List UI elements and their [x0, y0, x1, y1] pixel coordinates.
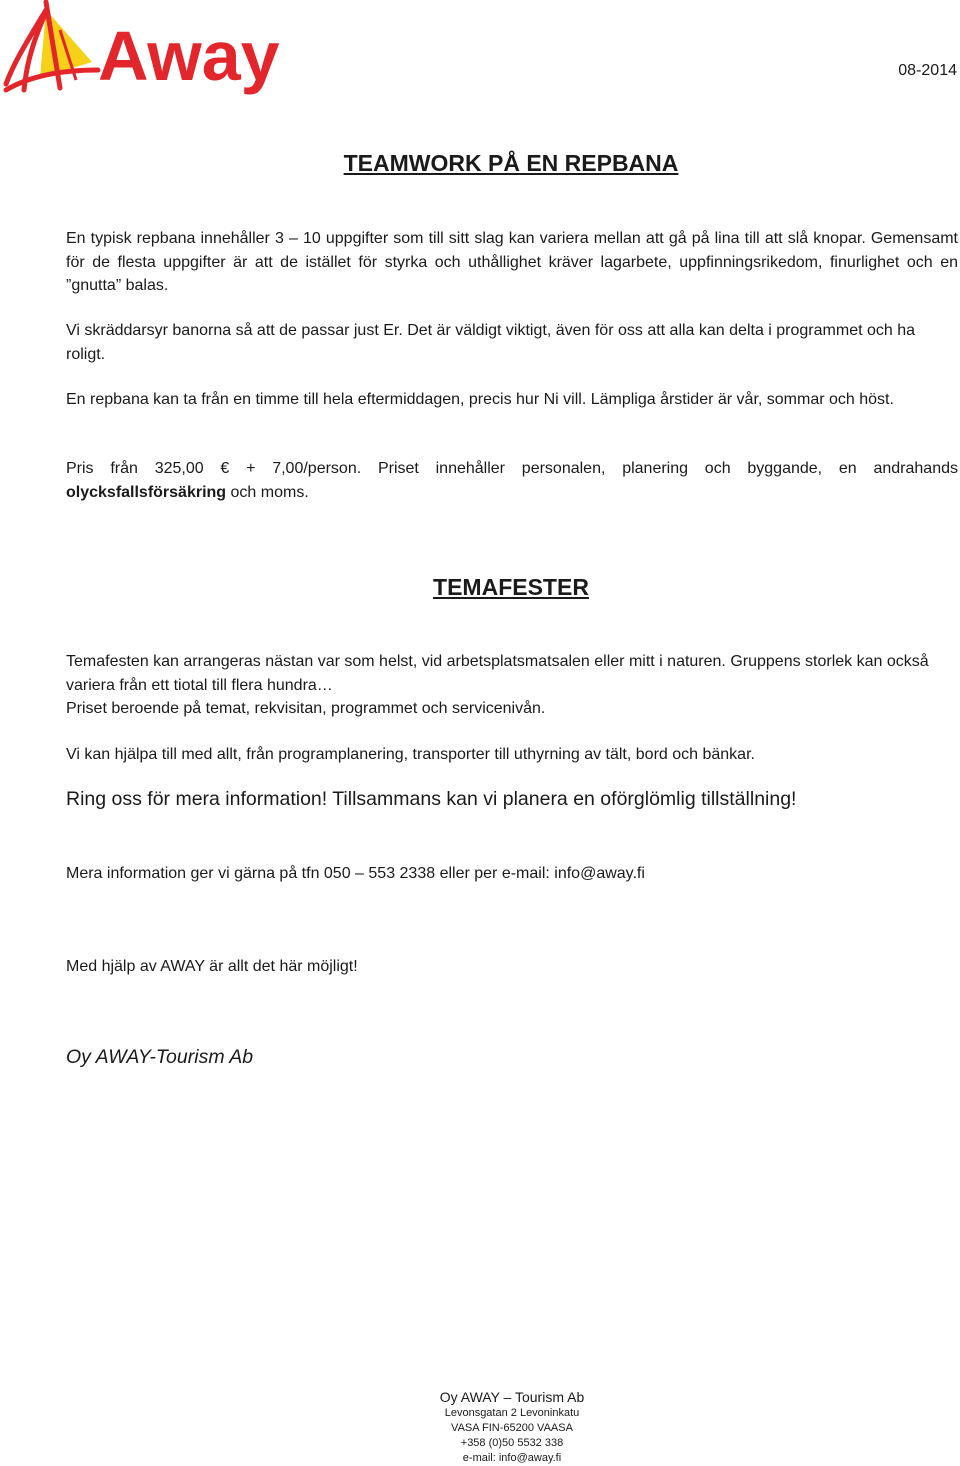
paragraph-duration: En repbana kan ta från en timme till hela eftermiddagen, precis hur Ni vill. Lämpliga årstider är vår, sommar och höst. [66, 391, 894, 408]
paragraph-theme-party: Temafesten kan arrangeras nästan var som helst, vid arbetsplatsmatsalen eller mitt i naturen. Gruppens storlek kan också variera från ett tiotal till flera hundra… [66, 653, 929, 694]
paragraph-help: Vi kan hjälpa till med allt, från programplanering, transporter till uthyrning av tält, bord och bänkar. [66, 746, 755, 763]
paragraph-intro: En typisk repbana innehåller 3 – 10 uppgifter som till sitt slag kan variera mellan att gå på lina till att slå knopar. Gemensamt för de flesta uppgifter är att de istället för styrka och uthållighet kräver lagarbete, uppfinningsrikedom, finurlighet och en ”gnutta” balas. [66, 230, 958, 294]
footer-city: VASA FIN-65200 VAASA [451, 1422, 573, 1434]
paragraph-tailored: Vi skräddarsyr banorna så att de passar just Er. Det är väldigt viktigt, även för oss att alla kan delta i programmet och ha roligt. [66, 322, 916, 363]
footer [0, 1388, 960, 1466]
footer-company: Oy AWAY – Tourism Ab [439, 1389, 585, 1405]
closing-line: Med hjälp av AWAY är allt det här möjligt! [66, 958, 358, 975]
call-to-action: Ring oss för mera information! Tillsammans kan vi planera en oförglömlig tillställning! [66, 788, 797, 810]
insurance-term: olycksfallsförsäkring [66, 483, 227, 501]
signature: Oy AWAY-Tourism Ab [66, 1046, 254, 1068]
price-text-end: och moms. [226, 483, 309, 501]
contact-info: Mera information ger vi gärna på tfn 050 – 553 2338 eller per e-mail: info@away.fi [66, 865, 645, 882]
footer-phone: +358 (0)50 5532 338 [460, 1437, 564, 1449]
footer-email: e-mail: info@away.fi [462, 1452, 562, 1464]
document-date: 08-2014 [898, 62, 957, 79]
price-text: Pris från 325,00 € + 7,00/person. Priset innehåller personalen, planering och byggande, en andrahands [66, 460, 958, 477]
footer-address: Levonsgatan 2 Levoninkatu [444, 1407, 580, 1419]
section-title-temafester: TEMAFESTER [433, 574, 589, 600]
section-title-teamwork: TEAMWORK PÅ EN REPBANA [343, 150, 679, 176]
paragraph-price [66, 457, 958, 504]
away-logo [0, 0, 330, 98]
paragraph-theme-price: Priset beroende på temat, rekvisitan, programmet och servicenivån. [66, 700, 546, 717]
logo-wordmark: Away [98, 17, 280, 95]
